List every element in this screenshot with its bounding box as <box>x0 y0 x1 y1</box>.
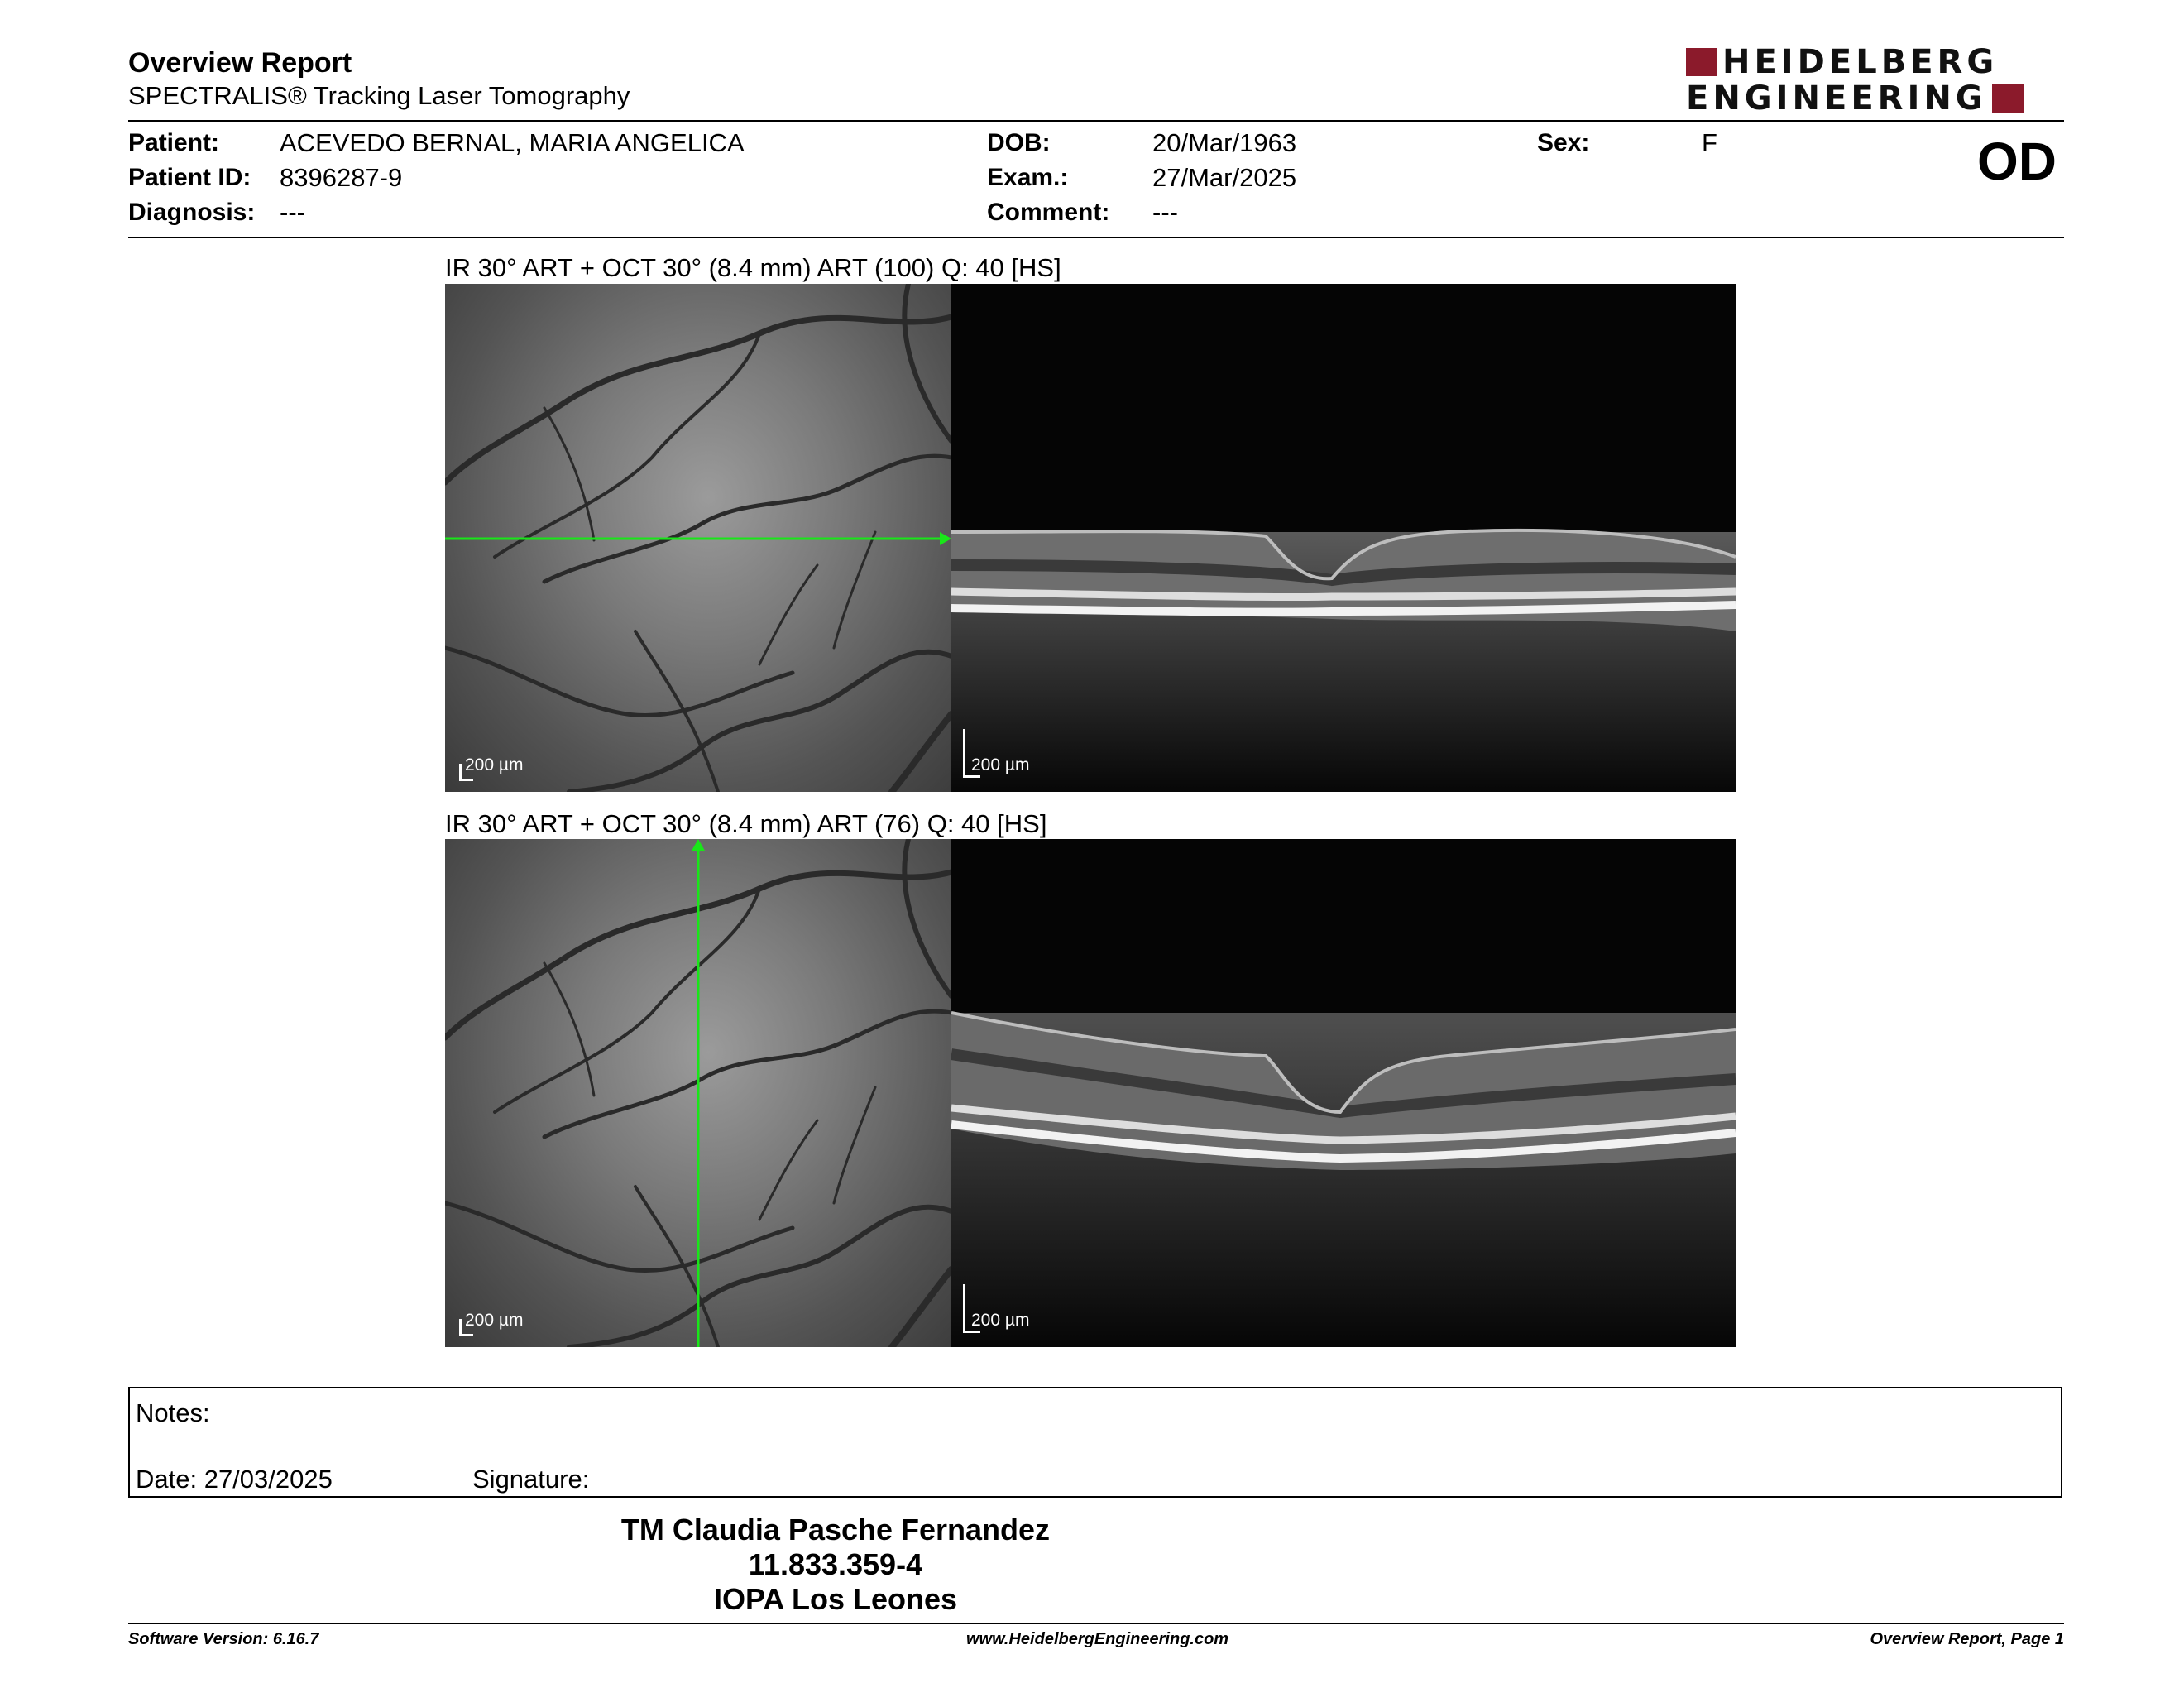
page-number: Overview Report, Page 1 <box>1870 1630 2064 1648</box>
info-divider <box>128 237 2064 238</box>
patient-id-label: Patient ID: <box>128 164 251 191</box>
notes-label: Notes: <box>136 1398 210 1427</box>
signatory-name: TM Claudia Pasche Fernandez <box>620 1513 1051 1547</box>
scan-caption: IR 30° ART + OCT 30° (8.4 mm) ART (100) Q: 40 [HS] <box>445 253 1061 282</box>
comment-value: --- <box>1152 198 1178 227</box>
oct-bscan-image <box>951 284 1736 792</box>
patient-name: ACEVEDO BERNAL, MARIA ANGELICA <box>280 128 745 157</box>
dob-label: DOB: <box>987 129 1051 156</box>
eye-laterality: OD <box>1977 132 2057 191</box>
oct-scale-label: 200 µm <box>971 755 1030 774</box>
oct-scale-label: 200 µm <box>971 1311 1030 1330</box>
patient-label: Patient: <box>128 129 220 156</box>
scan-arrow-icon <box>692 839 705 851</box>
oct-layers <box>951 284 1736 792</box>
footer-divider <box>128 1623 2064 1624</box>
ir-scale-label: 200 µm <box>465 1311 524 1330</box>
retinal-vessels <box>445 839 951 1347</box>
retinal-vessels <box>445 284 951 792</box>
logo-line-1: HEIDELBERG <box>1722 43 1999 81</box>
signatory-institution: IOPA Los Leones <box>713 1582 958 1616</box>
ir-scale-label: 200 µm <box>465 755 524 774</box>
diagnosis-label: Diagnosis: <box>128 199 256 226</box>
logo-square-icon <box>1686 48 1717 76</box>
header-divider <box>128 120 2064 122</box>
logo-square-icon <box>1992 84 2024 113</box>
notes-date: Date: 27/03/2025 <box>136 1465 333 1494</box>
report-title: Overview Report <box>128 47 352 79</box>
diagnosis-value: --- <box>280 198 305 227</box>
sex-label: Sex: <box>1537 129 1590 156</box>
exam-value: 27/Mar/2025 <box>1152 163 1297 192</box>
comment-label: Comment: <box>987 199 1110 226</box>
oct-bscan-image <box>951 839 1736 1347</box>
dob-value: 20/Mar/1963 <box>1152 128 1297 157</box>
heidelberg-logo <box>1686 43 2067 117</box>
notes-box <box>128 1387 2062 1498</box>
software-version: Software Version: 6.16.7 <box>128 1630 319 1648</box>
patient-id-value: 8396287-9 <box>280 163 403 192</box>
report-subtitle: SPECTRALIS® Tracking Laser Tomography <box>128 81 630 110</box>
oct-layers <box>951 839 1736 1347</box>
ir-fundus-image <box>445 839 951 1347</box>
exam-label: Exam.: <box>987 164 1069 191</box>
scan-caption: IR 30° ART + OCT 30° (8.4 mm) ART (76) Q: 40 [HS] <box>445 809 1047 838</box>
scan-arrow-icon <box>940 532 951 545</box>
signature-label: Signature: <box>472 1465 590 1494</box>
logo-line-2: ENGINEERING <box>1686 79 1987 117</box>
signatory-id: 11.833.359-4 <box>748 1547 923 1581</box>
sex-value: F <box>1702 128 1717 157</box>
website-link[interactable]: www.HeidelbergEngineering.com <box>966 1630 1229 1648</box>
ir-fundus-image <box>445 284 951 792</box>
